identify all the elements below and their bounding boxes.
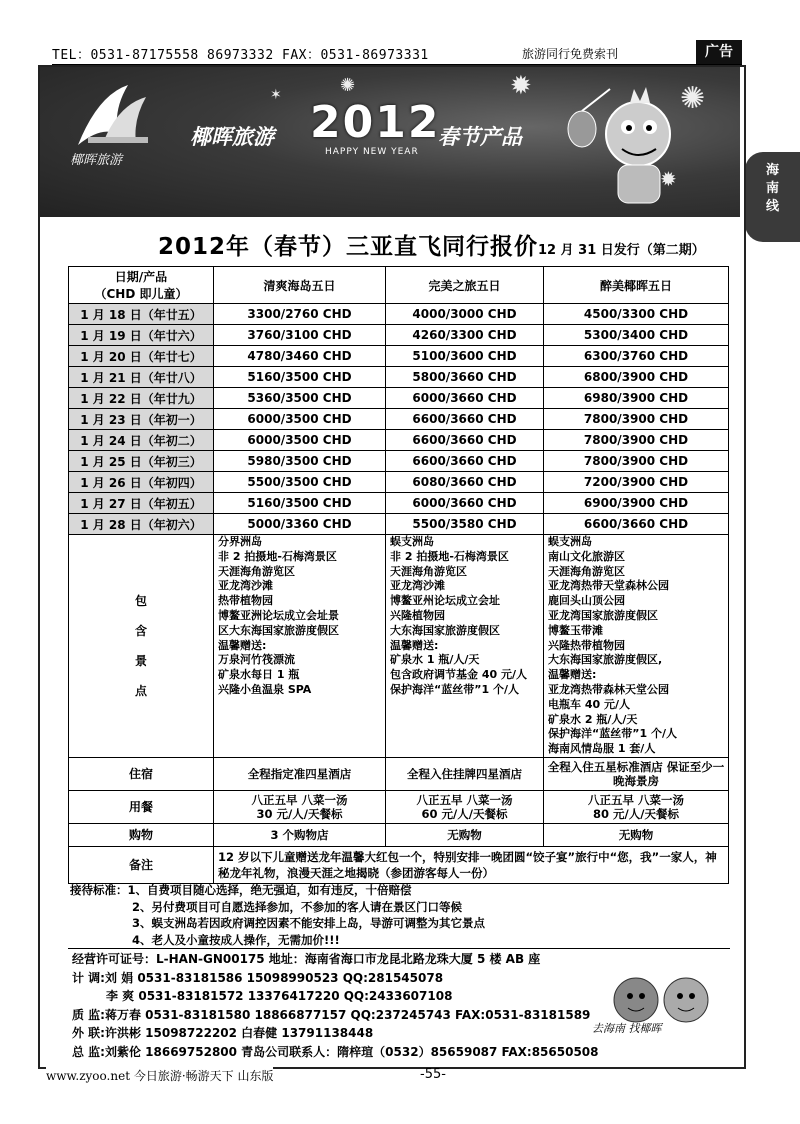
site-item: 区大东海国家旅游度假区 [218, 623, 339, 637]
site-item: 电瓶车 40 元/人 [548, 697, 630, 711]
product-name: 清爽海岛五日 [214, 267, 386, 304]
table-row [69, 367, 729, 388]
price-cell: 6080/3660 CHD [386, 472, 544, 493]
price-cell: 7800/3900 CHD [544, 409, 729, 430]
table-header [69, 267, 729, 304]
meal-std: 80 元/人/天餐标 [593, 806, 679, 821]
firework-icon: ✹ [510, 71, 532, 101]
banner-happy: HAPPY NEW YEAR [325, 147, 419, 157]
site-item: 天涯海角游览区 [548, 564, 625, 578]
site-item: 亚龙湾沙滩 [390, 579, 445, 593]
sites-list [214, 535, 386, 758]
price-cell: 3300/2760 CHD [214, 304, 386, 325]
date-cell: 1 月 19 日（年廿六） [69, 325, 214, 346]
price-cell: 5300/3400 CHD [544, 325, 729, 346]
title-row [60, 228, 730, 264]
date-cell: 1 月 26 日（年初四） [69, 472, 214, 493]
banner [40, 67, 740, 217]
price-cell: 6980/3900 CHD [544, 388, 729, 409]
meal-std: 60 元/人/天餐标 [421, 806, 508, 821]
price-cell: 5500/3500 CHD [214, 472, 386, 493]
contact-line: 外 联:许洪彬 15098722202 白春健 13791138448 [72, 1026, 374, 1040]
contact-line: 质 监:蒋万春 0531-83181580 18866877157 QQ:237245743 FAX:0531-83181589 [72, 1007, 591, 1022]
site-item: 兴隆小鱼温泉 SPA [218, 682, 312, 696]
contact-line: 李 爽 0531-83181572 13376417220 QQ:2433607108 [106, 989, 453, 1003]
remark-text: 12 岁以下儿童赠送龙年温馨大红包一个，特别安排一晚团圆“饺子宴”旅行中“您，我”一家人，神秘龙年礼物，浪漫天涯之地揭晓（参团游客每人一份） [214, 846, 729, 883]
hotel-row [69, 757, 729, 790]
date-cell: 1 月 18 日（年廿五） [69, 304, 214, 325]
price-cell: 6000/3500 CHD [214, 430, 386, 451]
service-standards [70, 882, 730, 948]
site-item: 兴隆热带植物园 [548, 638, 625, 652]
site-item: 南山文化旅游区 [548, 549, 625, 563]
banner-product: 春节产品 [438, 124, 522, 149]
date-cell: 1 月 22 日（年廿九） [69, 388, 214, 409]
meal-value [544, 790, 729, 823]
site-item: 矿泉水 1 瓶/人/天 [390, 653, 480, 667]
hotel-label: 住宿 [69, 757, 214, 790]
price-cell: 6000/3660 CHD [386, 388, 544, 409]
shop-value: 无购物 [544, 823, 729, 846]
issue-date: 12 月 31 日发行（第二期） [538, 243, 705, 258]
table-row [69, 472, 729, 493]
date-cell: 1 月 25 日（年初三） [69, 451, 214, 472]
date-cell: 1 月 24 日（年初二） [69, 430, 214, 451]
standard-line: 4、老人及小童按成人操作，无需加价!!! [132, 932, 340, 947]
price-cell: 6600/3660 CHD [386, 409, 544, 430]
table-row [69, 514, 729, 535]
meal-line: 八正五早 八菜一汤 [587, 792, 684, 807]
date-cell: 1 月 28 日（年初六） [69, 514, 214, 535]
header-label-line: 日期/产品 [114, 270, 168, 284]
price-cell: 6300/3760 CHD [544, 346, 729, 367]
date-cell: 1 月 27 日（年初五） [69, 493, 214, 514]
free-index-label: 旅游同行免费索刊 [522, 47, 619, 61]
site-item: 博鳌亚州论坛成立会址 [390, 594, 500, 608]
price-cell: 6600/3660 CHD [386, 430, 544, 451]
sites-list [386, 535, 544, 758]
contact-line: 计 调:刘 娟 0531-83181586 15098990523 QQ:281545078 [72, 970, 444, 985]
license-line: 经营许可证号：L-HAN-GN00175 地址：海南省海口市龙昆北路龙珠大厦 5 楼 AB 座 [72, 952, 541, 966]
price-cell: 6600/3660 CHD [544, 514, 729, 535]
footer [38, 1065, 744, 1083]
price-cell: 4500/3300 CHD [544, 304, 729, 325]
logo-text: 椰晖旅游 [70, 153, 123, 168]
contact-line: TEL：0531-87175558 86973332 FAX：0531-86973331 [52, 48, 429, 63]
remark-row [69, 846, 729, 883]
hotel-value: 全程指定准四星酒店 [214, 757, 386, 790]
date-cell: 1 月 20 日（年廿七） [69, 346, 214, 367]
product-name: 醉美椰晖五日 [544, 267, 729, 304]
price-cell: 6600/3660 CHD [386, 451, 544, 472]
price-cell: 4000/3000 CHD [386, 304, 544, 325]
price-cell: 5160/3500 CHD [214, 493, 386, 514]
site-item: 分界洲岛 [218, 535, 262, 548]
sites-row [69, 535, 729, 758]
shop-label: 购物 [69, 823, 214, 846]
divider [68, 948, 730, 949]
page-number: -55- [420, 1067, 446, 1082]
header-date-label [69, 267, 214, 304]
footer-source: www.zyoo.net 今日旅游·畅游天下 山东版 [46, 1069, 274, 1083]
site-item: 大东海国家旅游度假区 [390, 623, 500, 637]
site-item: 温馨赠送: [390, 638, 439, 652]
price-cell: 5100/3600 CHD [386, 346, 544, 367]
site-item: 亚龙湾热带森林天堂公园 [548, 682, 669, 696]
price-cell: 6900/3900 CHD [544, 493, 729, 514]
price-table [68, 266, 729, 884]
tab-char: 南 [765, 181, 779, 196]
sites-label-char: 含 [134, 623, 147, 638]
meal-line: 八正五早 八菜一汤 [416, 792, 513, 807]
sites-label-char: 景 [134, 653, 147, 668]
shop-value: 无购物 [386, 823, 544, 846]
hotel-value: 全程入住五星标准酒店 保证至少一晚海景房 [544, 757, 729, 790]
price-cell: 5360/3500 CHD [214, 388, 386, 409]
firework-icon: ✺ [680, 81, 706, 116]
tab-char: 线 [765, 199, 779, 214]
price-cell: 7200/3900 CHD [544, 472, 729, 493]
top-header-bar [52, 42, 742, 66]
site-item: 矿泉水 2 瓶/人/天 [548, 712, 638, 726]
price-cell: 7800/3900 CHD [544, 451, 729, 472]
table-row [69, 388, 729, 409]
ad-badge: 广告 [696, 40, 742, 64]
site-item: 包含政府调节基金 40 元/人 [390, 668, 527, 682]
site-item: 博鳌玉带滩 [548, 623, 603, 637]
price-cell: 6000/3660 CHD [386, 493, 544, 514]
hotel-value: 全程入住挂牌四星酒店 [386, 757, 544, 790]
mascot-slogan: 去海南 找椰晖 [592, 1022, 662, 1035]
price-cell: 6000/3500 CHD [214, 409, 386, 430]
meal-value [386, 790, 544, 823]
price-cell: 5500/3580 CHD [386, 514, 544, 535]
meal-value [214, 790, 386, 823]
site-item: 兴隆植物园 [390, 608, 445, 622]
table-row [69, 409, 729, 430]
header-label-line: （CHD 即儿童） [94, 287, 188, 301]
site-item: 亚龙湾国家旅游度假区 [548, 608, 658, 622]
table-row [69, 493, 729, 514]
banner-year: 2012 [310, 97, 441, 148]
product-name: 完美之旅五日 [386, 267, 544, 304]
shop-row [69, 823, 729, 846]
sites-label [69, 535, 214, 758]
standard-line: 3、蜈支洲岛若因政府调控因素不能安排上岛，导游可调整为其它景点 [132, 916, 485, 930]
site-item: 鹿回头山顶公园 [548, 594, 625, 608]
site-item: 非 2 拍摄地-石梅湾景区 [218, 549, 337, 563]
meal-std: 30 元/人/天餐标 [256, 806, 343, 821]
site-item: 大东海国家旅游度假区, [548, 653, 663, 667]
price-cell: 4780/3460 CHD [214, 346, 386, 367]
firework-icon: ✶ [270, 87, 282, 103]
price-cell: 5160/3500 CHD [214, 367, 386, 388]
price-cell: 6800/3900 CHD [544, 367, 729, 388]
table-row [69, 325, 729, 346]
price-cell: 7800/3900 CHD [544, 430, 729, 451]
meal-row [69, 790, 729, 823]
site-item: 保护海洋“蓝丝带”1 个/人 [390, 682, 519, 696]
site-item: 热带植物园 [218, 594, 273, 608]
table-row [69, 451, 729, 472]
price-cell: 5000/3360 CHD [214, 514, 386, 535]
site-item: 蜈支洲岛 [548, 535, 592, 548]
price-cell: 5980/3500 CHD [214, 451, 386, 472]
date-cell: 1 月 23 日（年初一） [69, 409, 214, 430]
table-row [69, 304, 729, 325]
page-title: 2012年（春节）三亚直飞同行报价 [158, 234, 539, 260]
site-item: 天涯海角游览区 [218, 564, 295, 578]
sites-label-char: 点 [134, 683, 147, 698]
site-item: 非 2 拍摄地-石梅湾景区 [390, 549, 509, 563]
meal-label: 用餐 [69, 790, 214, 823]
meal-line: 八正五早 八菜一汤 [251, 792, 348, 807]
site-item: 博鳌亚洲论坛成立会址景 [218, 608, 339, 622]
price-cell: 3760/3100 CHD [214, 325, 386, 346]
standard-line: 2、另付费项目可自愿选择参加，不参加的客人请在景区门口等候 [132, 899, 462, 914]
section-tab-hainan [745, 152, 800, 242]
standard-line: 接待标准：1、自费项目随心选择，绝无强迫，如有违反，十倍赔偿 [70, 883, 412, 897]
remark-label: 备注 [69, 846, 214, 883]
price-cell: 5800/3660 CHD [386, 367, 544, 388]
date-cell: 1 月 21 日（年廿八） [69, 367, 214, 388]
firework-icon: ✺ [340, 75, 356, 96]
shop-value: 3 个购物店 [214, 823, 386, 846]
site-item: 海南风情岛服 1 套/人 [548, 742, 656, 756]
site-item: 蜈支洲岛 [390, 535, 434, 548]
table-row [69, 430, 729, 451]
tab-char: 海 [765, 163, 779, 178]
sites-label-char: 包 [134, 593, 147, 608]
sites-list [544, 535, 729, 758]
site-item: 温馨赠送: [218, 638, 267, 652]
price-cell: 4260/3300 CHD [386, 325, 544, 346]
table-row [69, 346, 729, 367]
site-item: 亚龙湾沙滩 [218, 579, 273, 593]
dragon-mascot-icon [560, 79, 700, 214]
site-item: 亚龙湾热带天堂森林公园 [548, 579, 669, 593]
price-rows [69, 304, 729, 535]
contact-line: 总 监:刘紫伦 18669752800 青岛公司联系人：隋梓瑄（0532）85659087 FAX:85650508 [72, 1044, 599, 1059]
firework-icon: ✹ [660, 167, 677, 191]
banner-brand: 椰晖旅游 [190, 124, 274, 149]
site-item: 矿泉水每日 1 瓶 [218, 668, 300, 682]
site-item: 万泉河竹筏漂流 [218, 653, 295, 667]
site-item: 温馨赠送: [548, 668, 597, 682]
site-item: 天涯海角游览区 [390, 564, 467, 578]
site-item: 保护海洋“蓝丝带”1 个/人 [548, 727, 677, 741]
